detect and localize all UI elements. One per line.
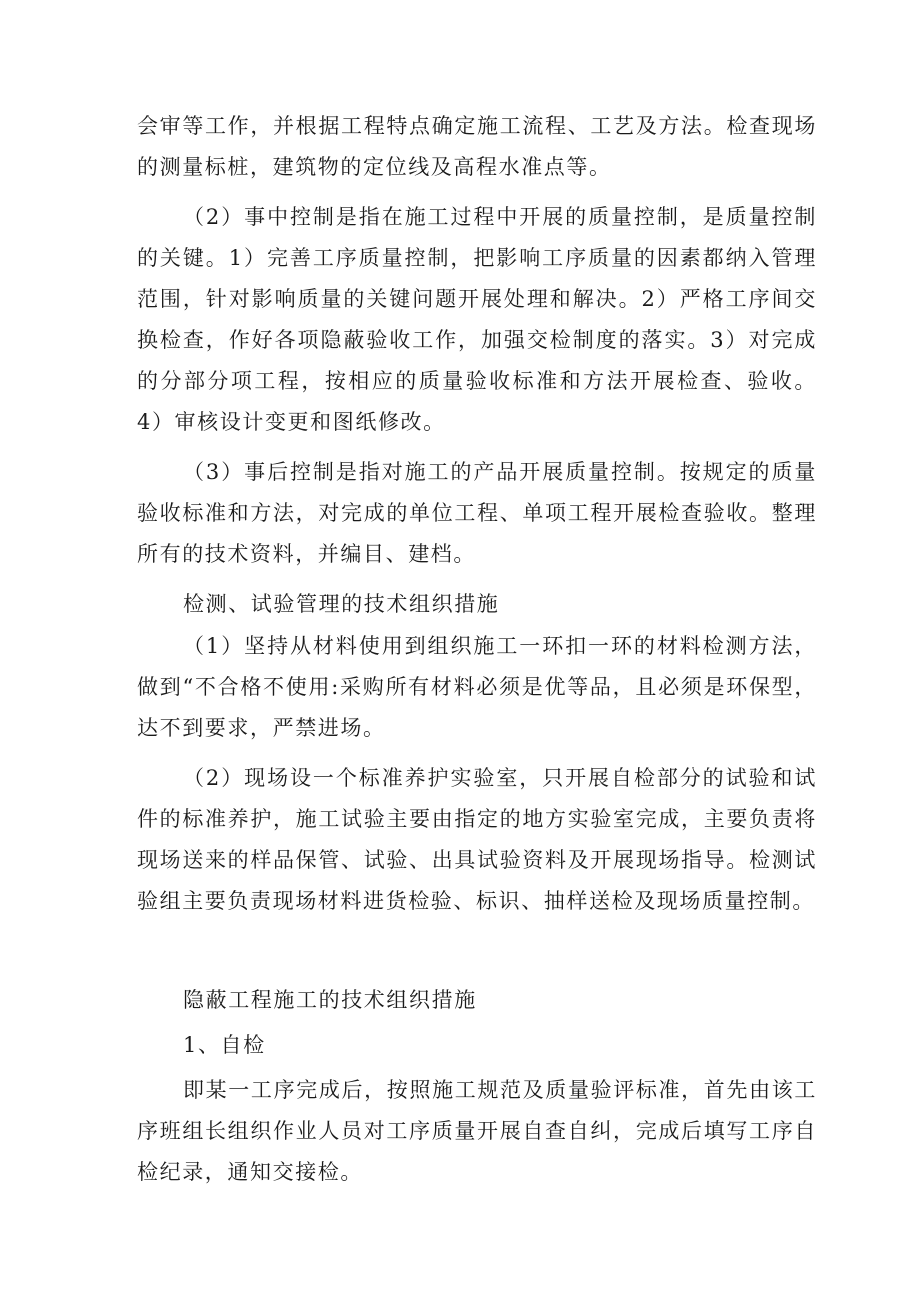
- paragraph-post-control: （3）事后控制是指对施工的产品开展质量控制。按规定的质量验收标准和方法，对完成的单位工程、单项工程开展检查验收。整理所有的技术资料，并编目、建档。: [137, 460, 817, 566]
- subheading-self-check: 1、自检: [183, 1033, 266, 1057]
- paragraph-self-check: 即某一工序完成后，按照施工规范及质量验评标准，首先由该工序班组长组织作业人员对工序质量开展自查自纠，完成后填写工序自检纪录，通知交接检。: [137, 1078, 817, 1184]
- paragraph-lab-setup: （2）现场设一个标准养护实验室，只开展自检部分的试验和试件的标准养护，施工试验主要由指定的地方实验室完成，主要负责将现场送来的样品保管、试验、出具试验资料及开展现场指导。检测试验组主要负责现场材料进货检验、标识、抽样送检及现场质量控制。: [137, 766, 817, 913]
- paragraph-material-testing: （1）坚持从材料使用到组织施工一环扣一环的材料检测方法，做到“不合格不使用:采购所有材料必须是优等品，且必须是环保型，达不到要求，严禁进场。: [137, 634, 817, 740]
- section-heading-concealed-works: 隐蔽工程施工的技术组织措施: [183, 988, 477, 1012]
- paragraph-continuation: 会审等工作，并根据工程特点确定施工流程、工艺及方法。检查现场的测量标桩，建筑物的定位线及高程水准点等。: [137, 114, 817, 179]
- section-heading-testing: 检测、试验管理的技术组织措施: [183, 592, 500, 616]
- paragraph-in-process-control: （2）事中控制是指在施工过程中开展的质量控制，是质量控制的关键。1）完善工序质量控制，把影响工序质量的因素都纳入管理范围，针对影响质量的关键问题开展处理和解决。2）严格工序间交换检查，作好各项隐蔽验收工作，加强交检制度的落实。3）对完成的分部分项工程，按相应的质量验收标准和方法开展检查、验收。4）审核设计变更和图纸修改。: [137, 205, 817, 434]
